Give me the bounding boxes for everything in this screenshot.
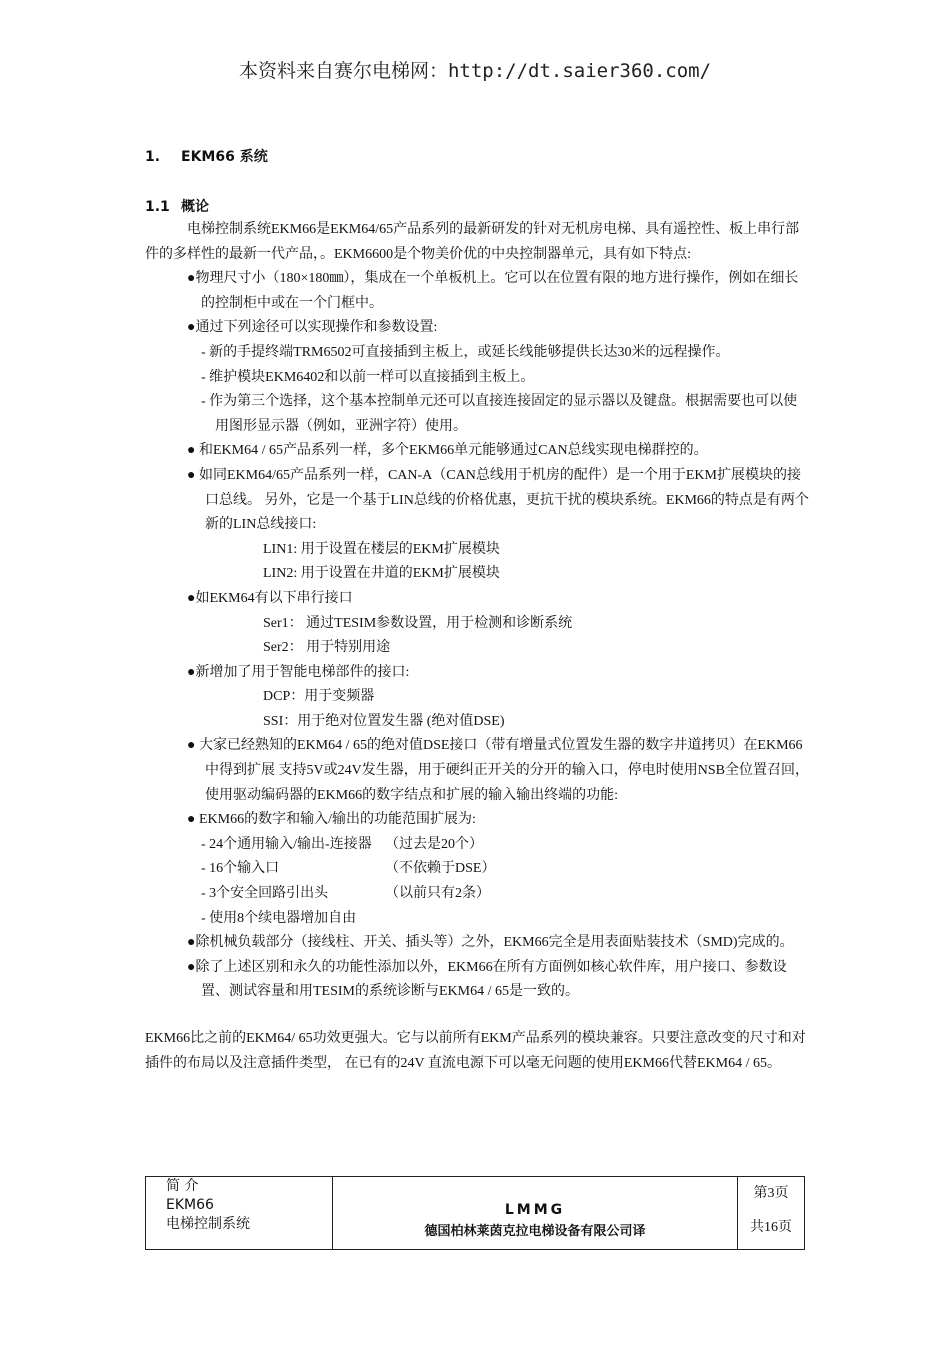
io-item-label: - 24个通用输入/输出-连接器 <box>201 836 372 852</box>
list-item: - 作为第三个选择，这个基本控制单元还可以直接连接固定的显示器以及键盘。根据需要也可以使用图形显示器（例如，亚洲字符）使用。 <box>201 394 798 434</box>
page-total: 共16页 <box>750 1220 792 1235</box>
bullet-operation: ●通过下列途径可以实现操作和参数设置: <box>187 320 438 336</box>
source-note: 本资料来自赛尔电梯网：http://dt.saier360.com/ <box>238 60 712 82</box>
list-item <box>145 907 810 932</box>
list-item <box>145 882 810 907</box>
io-item-note: （不依赖于DSE） <box>385 861 496 877</box>
io-item-note: （过去是20个） <box>385 836 483 852</box>
bullet-serial: ●如EKM64有以下串行接口 <box>187 590 353 606</box>
bullet-interfaces: ●新增加了用于智能电梯部件的接口: <box>187 664 410 680</box>
subsection-number: 1.1 <box>145 199 170 215</box>
bullet-io: ● EKM66的数字和输入/输出的功能范围扩展为: <box>187 812 476 828</box>
footer-label: 简 介 <box>166 1178 199 1194</box>
list-item: DCP：用于变频器 <box>263 689 375 705</box>
bullet-lin: ● 如同EKM64/65产品系列一样，CAN-A（CAN总线用于机房的配件）是一个用于EKM扩展模块的接口总线。 另外，它是一个基于LIN总线的价格优惠，更抗干扰的模块系统。EKM66的特点是有两个新的LIN总线接口: <box>187 467 809 533</box>
list-item <box>145 857 810 882</box>
list-item: Ser2： 用于特别用途 <box>263 640 391 656</box>
footer-label: 电梯控制系统 <box>166 1216 250 1232</box>
section-title: EKM66 系统 <box>181 149 268 165</box>
list-item: LIN2: 用于设置在井道的EKM扩展模块 <box>263 566 500 582</box>
list-item: - 新的手提终端TRM6502可直接插到主板上，或延长线能够提供长达30米的远程操作。 <box>201 344 730 360</box>
closing-paragraph: EKM66比之前的EKM64/ 65功效更强大。它与以前所有EKM产品系列的模块兼容。只要注意改变的尺寸和对插件的布局以及注意插件类型， 在已有的24V 直流电源下可以毫无问题的使用EKM66代替EKM64 / 65。 <box>145 1031 806 1071</box>
footer-company <box>333 1177 738 1250</box>
list-item: SSI：用于绝对位置发生器 (绝对值DSE) <box>263 713 505 729</box>
list-item: LIN1: 用于设置在楼层的EKM扩展模块 <box>263 541 500 557</box>
list-item: - 维护模块EKM6402和以前一样可以直接插到主板上。 <box>201 369 535 385</box>
list-item <box>145 833 810 858</box>
list-item: Ser1： 通过TESIM参数设置，用于检测和诊断系统 <box>263 615 573 631</box>
bullet-dse: ● 大家已经熟知的EKM64 / 65的绝对值DSE接口（带有增量式位置发生器的数字井道拷贝）在EKM66中得到扩展 支持5V或24V发生器，用于硬纠正开关的分开的输入口，停电时使用NSB全位置召回，使用驱动编码器的EKM66的数字结点和扩展的输入输出终端的功能: <box>187 738 809 803</box>
io-item-label: - 3个安全回路引出头 <box>201 886 329 902</box>
subsection-heading <box>145 196 209 216</box>
footer-label: EKM66 <box>166 1197 214 1213</box>
io-item-label: - 16个输入口 <box>201 861 280 877</box>
section-number: 1. <box>145 149 161 165</box>
io-item-note: （以前只有2条） <box>385 886 490 902</box>
brand-name: LMMG <box>504 1201 566 1218</box>
bullet-size: ●物理尺寸小（180×180㎜），集成在一个单板机上。它可以在位置有限的地方进行操作，例如在细长的控制柜中或在一个门框中。 <box>187 271 799 311</box>
footer-pagination <box>738 1177 805 1250</box>
bullet-compat: ●除了上述区别和永久的功能性添加以外，EKM66在所有方面例如核心软件库，用户接口、参数设置、测试容量和用TESIM的系统诊断与EKM64 / 65是一致的。 <box>187 959 787 1000</box>
intro-paragraph: 电梯控制系统EKM66是EKM64/65产品系列的最新研发的针对无机房电梯、具有遥控性、板上串行部件的多样性的最新一代产品，。EKM6600是个物美价优的中央控制器单元，具有如下特点: <box>145 222 800 262</box>
section-heading <box>145 146 268 166</box>
bullet-can: ● 和EKM64 / 65产品系列一样，多个EKM66单元能够通过CAN总线实现电梯群控的。 <box>187 443 708 459</box>
document-body <box>145 218 810 1076</box>
page-footer <box>145 1176 805 1250</box>
io-item-label: - 使用8个续电器增加自由 <box>201 910 357 926</box>
footer-doc-info <box>146 1177 333 1250</box>
company-name: 德国柏林莱茵克拉电梯设备有限公司译 <box>424 1223 646 1239</box>
page-number: 第3页 <box>753 1186 789 1201</box>
subsection-title: 概论 <box>181 199 209 215</box>
bullet-smd: ●除机械负载部分（接线柱、开关、插头等）之外，EKM66完全是用表面贴装技术（SMD)完成的。 <box>187 935 794 951</box>
